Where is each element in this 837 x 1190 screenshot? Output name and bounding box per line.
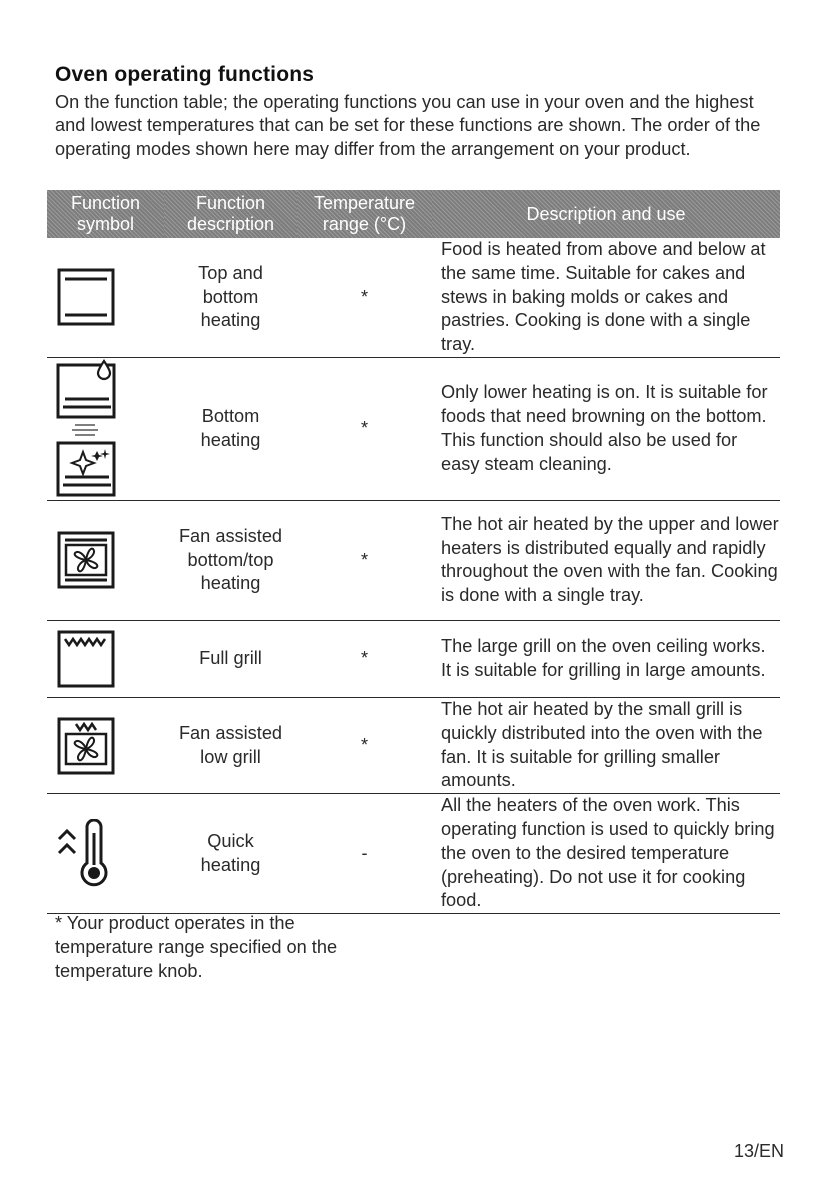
- description-use-cell: The hot air heated by the upper and lower heaters is distributed equally and rapidly throughout the oven with the fan. Cooking is done with a single tray.: [432, 500, 780, 620]
- page-number: 13/EN: [733, 1141, 784, 1161]
- table-row: [47, 500, 780, 620]
- bottom-heating-icon: [55, 359, 125, 499]
- function-symbol-cell: [47, 500, 164, 620]
- header-description-and-use: Description and use: [432, 190, 780, 238]
- description-use-cell: Food is heated from above and below at the same time. Suitable for cakes and stews in baking molds or cakes and pastries. Cooking is done with a single tray.: [432, 238, 780, 357]
- description-use-cell: The large grill on the oven ceiling works. It is suitable for grilling in large amounts.: [432, 620, 780, 697]
- temperature-range-cell: *: [297, 357, 432, 500]
- temperature-range-cell: *: [297, 697, 432, 793]
- description-use-cell: All the heaters of the oven work. This operating function is used to quickly bring the oven to the desired temperature (preheating). Do not use it for cooking food.: [432, 794, 780, 914]
- temperature-range-cell: *: [297, 500, 432, 620]
- temperature-range-cell: *: [297, 238, 432, 357]
- function-description-cell: Full grill: [164, 620, 297, 697]
- function-description-cell: Fan assisted bottom/top heating: [164, 500, 297, 620]
- header-temperature-range: Temperature range (°C): [297, 190, 432, 238]
- page-title: Oven operating functions: [55, 63, 315, 86]
- top-bottom-heating-icon: [55, 267, 115, 327]
- function-symbol-cell: [47, 697, 164, 793]
- header-function-symbol: Function symbol: [47, 190, 164, 238]
- description-use-cell: Only lower heating is on. It is suitable for foods that need browning on the bottom. This function should also be used for easy steam cleaning.: [432, 357, 780, 500]
- intro-paragraph: On the function table; the operating functions you can use in your oven and the highest and lowest temperatures that can be set for these functions are shown. The order of the operating modes shown here may differ from the arrangement on your product.: [55, 92, 761, 159]
- functions-table: [47, 190, 780, 914]
- description-use-cell: The hot air heated by the small grill is quickly distributed into the oven with the fan. It is suitable for grilling smaller amounts.: [432, 697, 780, 793]
- table-row: [47, 357, 780, 500]
- footnote: * Your product operates in the temperature range specified on the temperature knob.: [55, 913, 338, 981]
- table-header-row: [47, 190, 780, 238]
- table-row: [47, 620, 780, 697]
- table-row: [47, 238, 780, 357]
- table-row: [47, 794, 780, 914]
- temperature-range-cell: -: [297, 794, 432, 914]
- quick-heating-icon: [55, 819, 117, 889]
- function-description-cell: Quick heating: [164, 794, 297, 914]
- function-symbol-cell: [47, 357, 164, 500]
- fan-bottom-top-icon: [55, 530, 115, 590]
- function-description-cell: Bottom heating: [164, 357, 297, 500]
- temperature-range-cell: *: [297, 620, 432, 697]
- function-description-cell: Top and bottom heating: [164, 238, 297, 357]
- function-symbol-cell: [47, 620, 164, 697]
- function-symbol-cell: [47, 794, 164, 914]
- fan-low-grill-icon: [55, 716, 115, 776]
- function-description-cell: Fan assisted low grill: [164, 697, 297, 793]
- function-symbol-cell: [47, 238, 164, 357]
- table-row: [47, 697, 780, 793]
- full-grill-icon: [55, 629, 115, 689]
- header-function-description: Function description: [164, 190, 297, 238]
